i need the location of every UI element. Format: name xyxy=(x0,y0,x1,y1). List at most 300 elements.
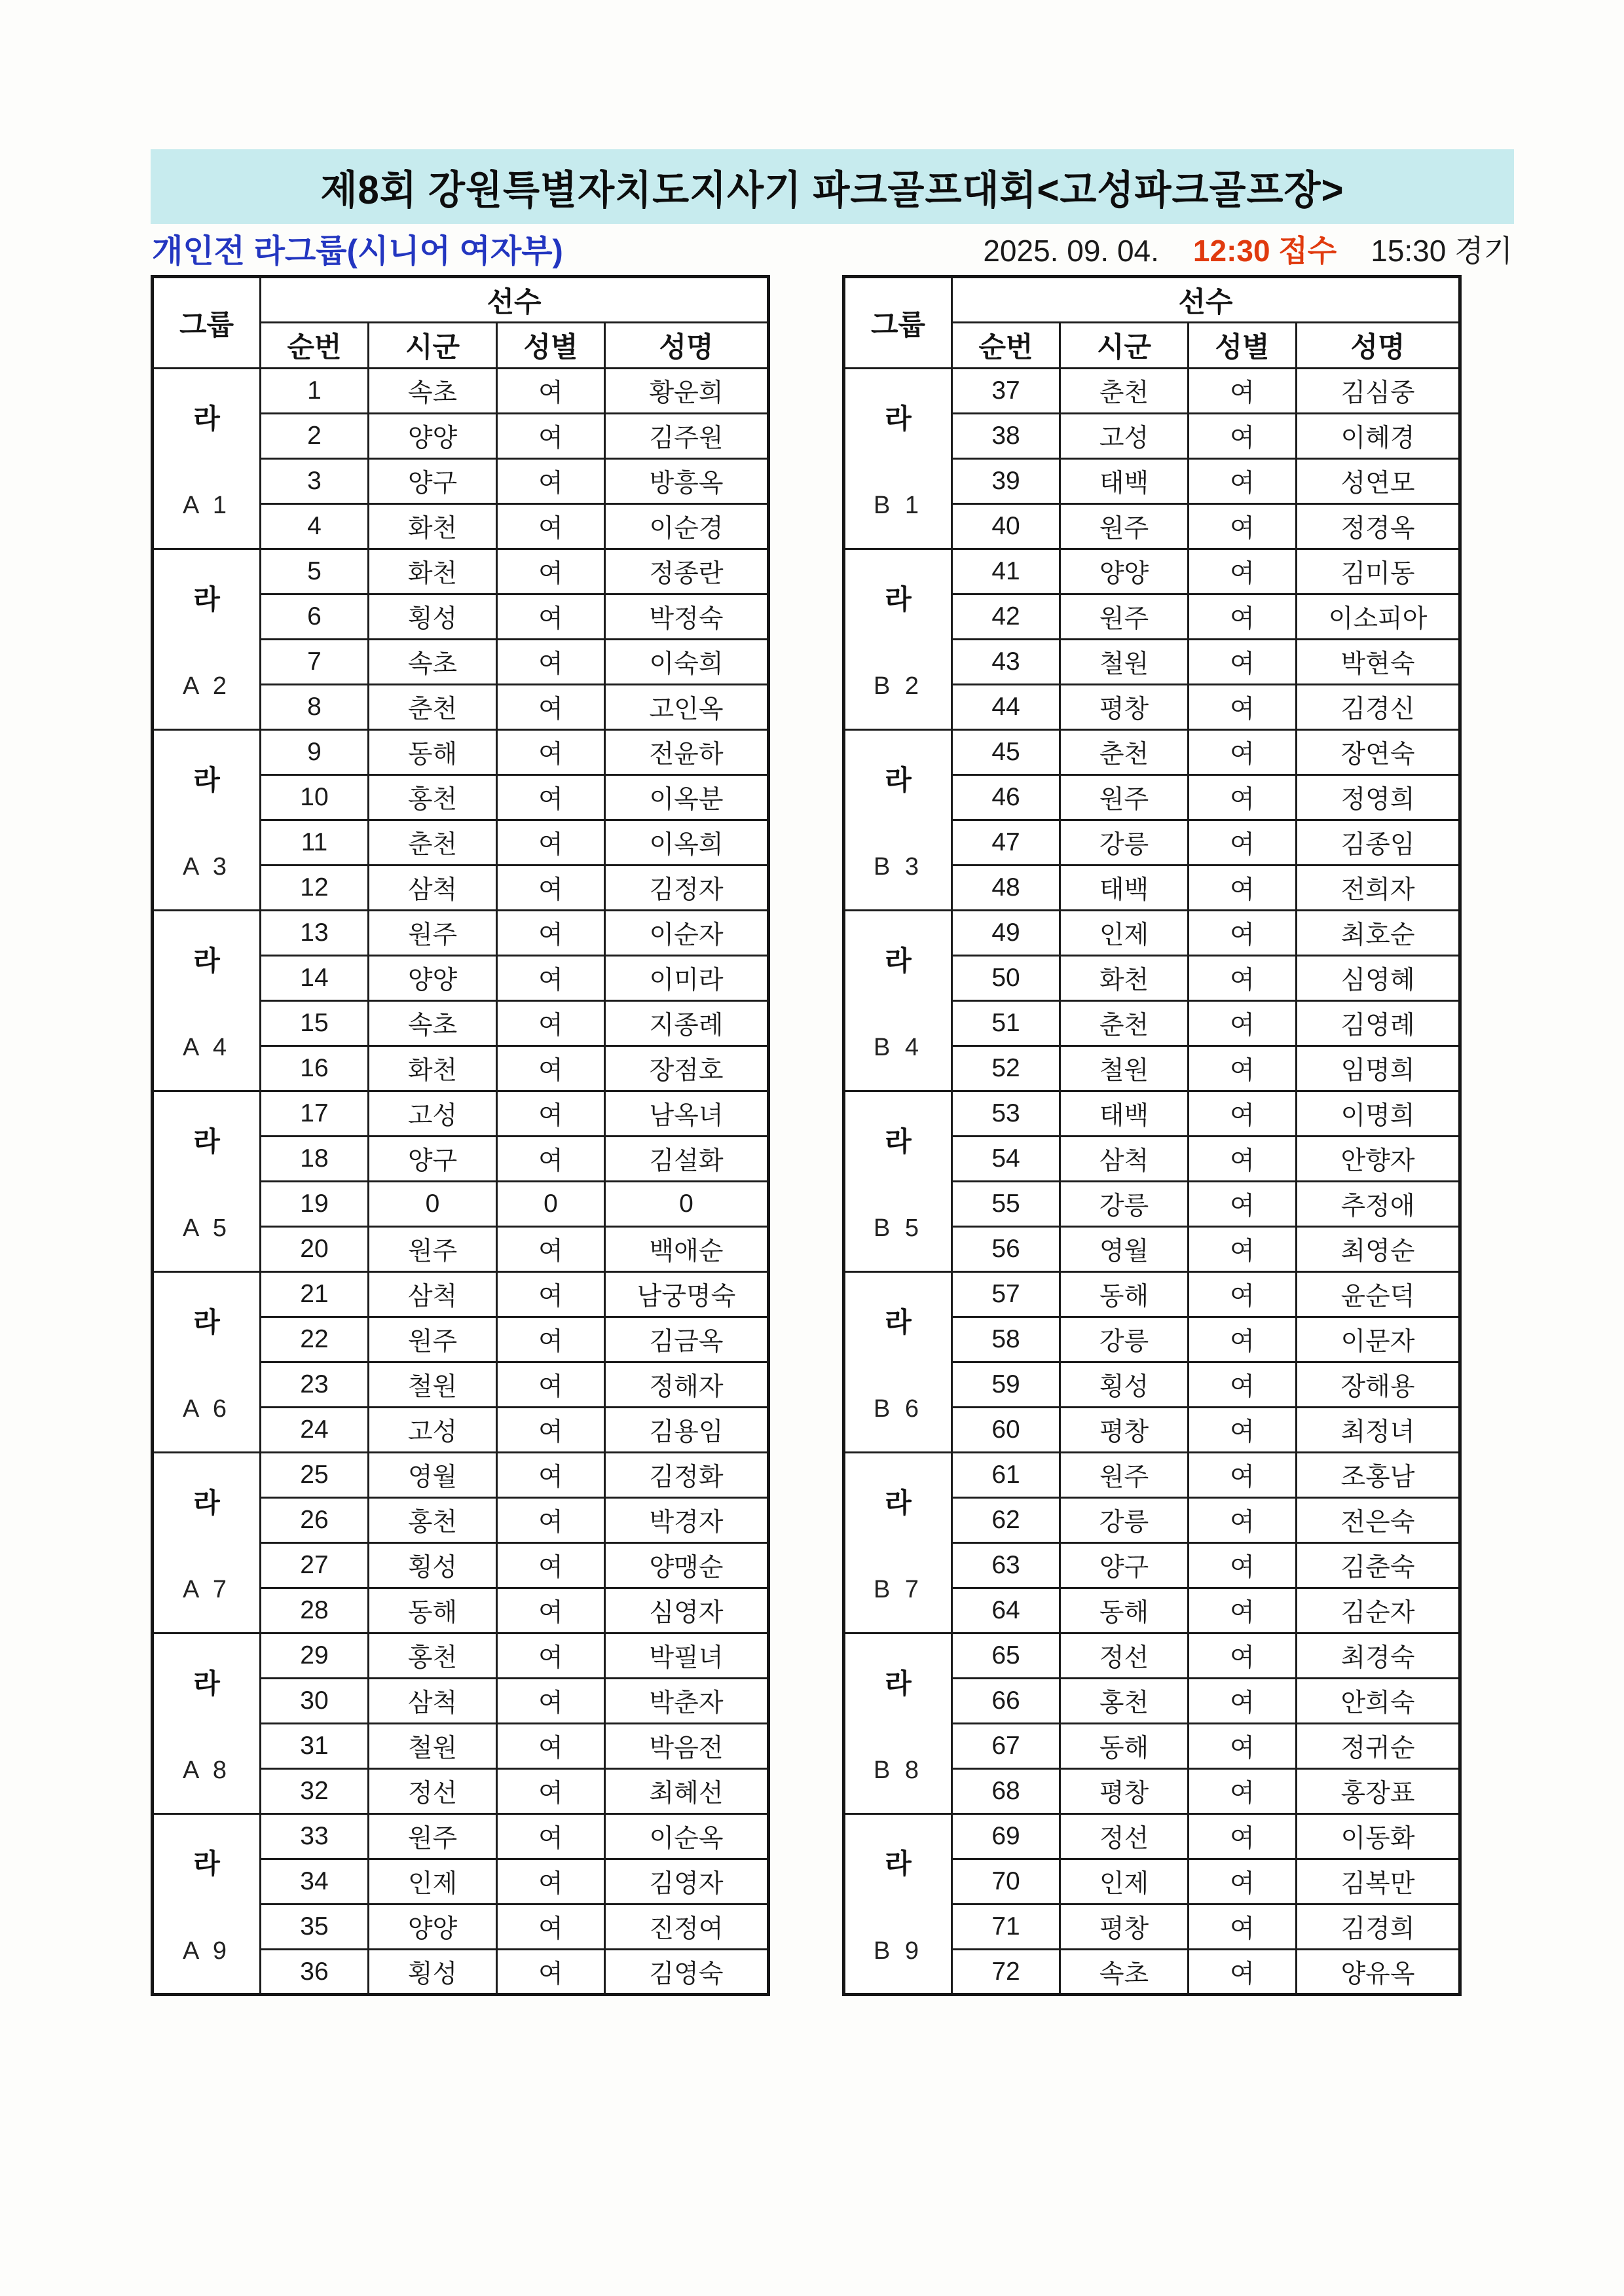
city-cell: 철원 xyxy=(369,1362,497,1408)
group-code-label: B 6 xyxy=(873,1395,923,1423)
group-cell xyxy=(153,549,261,730)
gender-cell: 여 xyxy=(497,730,605,775)
name-cell: 임명희 xyxy=(1297,1046,1460,1091)
seq-cell: 19 xyxy=(261,1182,369,1227)
name-cell: 김금옥 xyxy=(605,1317,769,1362)
city-cell: 강릉 xyxy=(1060,1317,1189,1362)
gender-cell: 여 xyxy=(497,369,605,414)
city-cell: 강릉 xyxy=(1060,1498,1189,1543)
gender-cell: 여 xyxy=(497,1453,605,1498)
city-cell: 속초 xyxy=(369,369,497,414)
name-cell: 장점호 xyxy=(605,1046,769,1091)
group-cell-content xyxy=(154,370,259,548)
group-class-label: 라 xyxy=(885,1667,912,1699)
name-cell: 전은숙 xyxy=(1297,1498,1460,1543)
name-cell: 고인옥 xyxy=(605,685,769,730)
city-cell: 삼척 xyxy=(369,866,497,911)
group-class-label: 라 xyxy=(193,764,220,795)
seq-cell: 48 xyxy=(952,866,1060,911)
city-cell: 춘천 xyxy=(1060,369,1189,414)
seq-cell: 60 xyxy=(952,1408,1060,1453)
reception-time: 12:30 접수 xyxy=(1192,234,1337,268)
gender-cell: 여 xyxy=(497,1950,605,1995)
group-class-label: 라 xyxy=(885,403,912,434)
seq-cell: 6 xyxy=(261,594,369,640)
col-header-seq: 순번 xyxy=(952,323,1060,369)
gender-cell: 여 xyxy=(497,775,605,820)
gender-cell: 여 xyxy=(497,1543,605,1588)
group-cell xyxy=(844,1453,952,1633)
city-cell: 속초 xyxy=(1060,1950,1189,1995)
name-cell: 전희자 xyxy=(1297,866,1460,911)
group-class-label: 라 xyxy=(193,583,220,615)
gender-cell: 여 xyxy=(1189,1679,1297,1724)
city-cell: 평창 xyxy=(1060,1408,1189,1453)
name-cell: 장연숙 xyxy=(1297,730,1460,775)
group-cell xyxy=(844,1091,952,1272)
group-code-label: A 7 xyxy=(183,1576,231,1604)
group-code-label: B 9 xyxy=(873,1937,923,1965)
seq-cell: 15 xyxy=(261,1001,369,1046)
seq-cell: 33 xyxy=(261,1814,369,1859)
gender-cell: 여 xyxy=(497,820,605,866)
city-cell: 원주 xyxy=(1060,775,1189,820)
gender-cell: 여 xyxy=(1189,1001,1297,1046)
group-class-label: 라 xyxy=(885,1848,912,1880)
seq-cell: 51 xyxy=(952,1001,1060,1046)
group-cell-content xyxy=(845,1815,951,1993)
player-row xyxy=(153,549,769,594)
col-header-gender: 성별 xyxy=(497,323,605,369)
group-cell-content xyxy=(154,1815,259,1993)
group-code-label: A 6 xyxy=(183,1395,231,1423)
city-cell: 평창 xyxy=(1060,1904,1189,1950)
name-cell: 황운희 xyxy=(605,369,769,414)
gender-cell: 여 xyxy=(1189,1182,1297,1227)
name-cell: 진정여 xyxy=(605,1904,769,1950)
seq-cell: 64 xyxy=(952,1588,1060,1633)
city-cell: 고성 xyxy=(369,1408,497,1453)
group-cell-content xyxy=(154,1093,259,1271)
group-code-label: A 5 xyxy=(183,1214,231,1243)
city-cell: 속초 xyxy=(369,640,497,685)
name-cell: 최정녀 xyxy=(1297,1408,1460,1453)
seq-cell: 22 xyxy=(261,1317,369,1362)
group-cell xyxy=(153,1091,261,1272)
gender-cell: 여 xyxy=(1189,956,1297,1001)
name-cell: 심영자 xyxy=(605,1588,769,1633)
name-cell: 지종례 xyxy=(605,1001,769,1046)
city-cell: 양구 xyxy=(369,459,497,504)
city-cell: 양양 xyxy=(369,956,497,1001)
player-row xyxy=(844,549,1460,594)
gender-cell: 여 xyxy=(497,1904,605,1950)
group-cell-content xyxy=(845,1273,951,1451)
city-cell: 동해 xyxy=(369,730,497,775)
seq-cell: 24 xyxy=(261,1408,369,1453)
name-cell: 안희숙 xyxy=(1297,1679,1460,1724)
gender-cell: 여 xyxy=(497,549,605,594)
seq-cell: 3 xyxy=(261,459,369,504)
city-cell: 화천 xyxy=(1060,956,1189,1001)
gender-cell: 0 xyxy=(497,1182,605,1227)
name-cell: 정경옥 xyxy=(1297,504,1460,549)
gender-cell: 여 xyxy=(497,1588,605,1633)
seq-cell: 72 xyxy=(952,1950,1060,1995)
player-row xyxy=(153,730,769,775)
gender-cell: 여 xyxy=(1189,369,1297,414)
seq-cell: 38 xyxy=(952,414,1060,459)
gender-cell: 여 xyxy=(497,1724,605,1769)
group-class-label: 라 xyxy=(193,945,220,976)
player-row xyxy=(153,911,769,956)
player-row xyxy=(844,1633,1460,1679)
group-cell-content xyxy=(154,731,259,909)
gender-cell: 여 xyxy=(497,1814,605,1859)
gender-cell: 여 xyxy=(1189,1543,1297,1588)
name-cell: 김정화 xyxy=(605,1453,769,1498)
gender-cell: 여 xyxy=(497,1137,605,1182)
seq-cell: 17 xyxy=(261,1091,369,1137)
group-cell xyxy=(153,911,261,1091)
name-cell: 김용임 xyxy=(605,1408,769,1453)
gender-cell: 여 xyxy=(497,594,605,640)
seq-cell: 44 xyxy=(952,685,1060,730)
city-cell: 고성 xyxy=(369,1091,497,1137)
group-cell-content xyxy=(154,912,259,1090)
player-row xyxy=(153,369,769,414)
name-cell: 정해자 xyxy=(605,1362,769,1408)
name-cell: 김주원 xyxy=(605,414,769,459)
city-cell: 인제 xyxy=(1060,1859,1189,1904)
player-row xyxy=(153,1814,769,1859)
gender-cell: 여 xyxy=(1189,1950,1297,1995)
group-cell-content xyxy=(154,1273,259,1451)
name-cell: 최혜선 xyxy=(605,1769,769,1814)
gender-cell: 여 xyxy=(497,911,605,956)
city-cell: 태백 xyxy=(1060,1091,1189,1137)
city-cell: 양양 xyxy=(369,414,497,459)
city-cell: 양구 xyxy=(1060,1543,1189,1588)
gender-cell: 여 xyxy=(1189,866,1297,911)
city-cell: 인제 xyxy=(369,1859,497,1904)
group-cell-content xyxy=(845,551,951,729)
event-subtitle: 개인전 라그룹(시니어 여자부) xyxy=(152,234,563,269)
name-cell: 박경자 xyxy=(605,1498,769,1543)
seq-cell: 28 xyxy=(261,1588,369,1633)
gender-cell: 여 xyxy=(1189,594,1297,640)
player-row xyxy=(844,369,1460,414)
group-cell-content xyxy=(845,731,951,909)
name-cell: 정종란 xyxy=(605,549,769,594)
group-class-label: 라 xyxy=(885,1487,912,1518)
city-cell: 화천 xyxy=(369,549,497,594)
city-cell: 양양 xyxy=(369,1904,497,1950)
city-cell: 강릉 xyxy=(1060,1182,1189,1227)
group-class-label: 라 xyxy=(885,945,912,976)
seq-cell: 36 xyxy=(261,1950,369,1995)
gender-cell: 여 xyxy=(1189,1272,1297,1317)
gender-cell: 여 xyxy=(497,1272,605,1317)
city-cell: 춘천 xyxy=(1060,730,1189,775)
city-cell: 동해 xyxy=(369,1588,497,1633)
group-class-label: 라 xyxy=(885,583,912,615)
group-cell-content xyxy=(154,551,259,729)
roster-table-left xyxy=(151,275,770,1996)
seq-cell: 5 xyxy=(261,549,369,594)
city-cell: 원주 xyxy=(369,1814,497,1859)
group-code-label: B 7 xyxy=(873,1576,923,1604)
page-content xyxy=(151,149,1514,1996)
name-cell: 0 xyxy=(605,1182,769,1227)
name-cell: 장해용 xyxy=(1297,1362,1460,1408)
schedule-line xyxy=(983,227,1513,270)
name-cell: 이순경 xyxy=(605,504,769,549)
group-class-label: 라 xyxy=(885,1306,912,1338)
gender-cell: 여 xyxy=(1189,1588,1297,1633)
name-cell: 방흥옥 xyxy=(605,459,769,504)
city-cell: 철원 xyxy=(1060,1046,1189,1091)
group-class-label: 라 xyxy=(193,1306,220,1338)
name-cell: 이순옥 xyxy=(605,1814,769,1859)
group-cell-content xyxy=(845,370,951,548)
gender-cell: 여 xyxy=(1189,775,1297,820)
player-row xyxy=(844,1453,1460,1498)
city-cell: 양양 xyxy=(1060,549,1189,594)
city-cell: 정선 xyxy=(369,1769,497,1814)
name-cell: 남옥녀 xyxy=(605,1091,769,1137)
name-cell: 김복만 xyxy=(1297,1859,1460,1904)
name-cell: 김경신 xyxy=(1297,685,1460,730)
name-cell: 이옥희 xyxy=(605,820,769,866)
seq-cell: 67 xyxy=(952,1724,1060,1769)
city-cell: 원주 xyxy=(1060,504,1189,549)
seq-cell: 40 xyxy=(952,504,1060,549)
city-cell: 영월 xyxy=(369,1453,497,1498)
group-cell xyxy=(153,1453,261,1633)
name-cell: 김영례 xyxy=(1297,1001,1460,1046)
group-cell xyxy=(844,730,952,911)
group-code-label: B 3 xyxy=(873,853,923,881)
seq-cell: 14 xyxy=(261,956,369,1001)
seq-cell: 21 xyxy=(261,1272,369,1317)
seq-cell: 13 xyxy=(261,911,369,956)
group-cell xyxy=(844,549,952,730)
col-header-group: 그룹 xyxy=(153,277,261,369)
name-cell: 성연모 xyxy=(1297,459,1460,504)
gender-cell: 여 xyxy=(1189,1724,1297,1769)
group-code-label: B 1 xyxy=(873,492,923,520)
gender-cell: 여 xyxy=(1189,1362,1297,1408)
player-row xyxy=(153,1633,769,1679)
seq-cell: 57 xyxy=(952,1272,1060,1317)
group-code-label: A 4 xyxy=(183,1034,231,1062)
gender-cell: 여 xyxy=(497,640,605,685)
name-cell: 이옥분 xyxy=(605,775,769,820)
city-cell: 춘천 xyxy=(1060,1001,1189,1046)
seq-cell: 49 xyxy=(952,911,1060,956)
subheader-row xyxy=(151,224,1514,274)
player-row xyxy=(844,1272,1460,1317)
city-cell: 원주 xyxy=(1060,594,1189,640)
seq-cell: 65 xyxy=(952,1633,1060,1679)
city-cell: 춘천 xyxy=(369,820,497,866)
seq-cell: 27 xyxy=(261,1543,369,1588)
seq-cell: 63 xyxy=(952,1543,1060,1588)
gender-cell: 여 xyxy=(1189,504,1297,549)
group-cell-content xyxy=(845,1454,951,1632)
city-cell: 삼척 xyxy=(369,1272,497,1317)
gender-cell: 여 xyxy=(1189,1453,1297,1498)
group-cell xyxy=(153,1633,261,1814)
group-cell-content xyxy=(154,1454,259,1632)
city-cell: 홍천 xyxy=(369,775,497,820)
gender-cell: 여 xyxy=(1189,549,1297,594)
city-cell: 삼척 xyxy=(369,1679,497,1724)
seq-cell: 39 xyxy=(952,459,1060,504)
city-cell: 강릉 xyxy=(1060,820,1189,866)
gender-cell: 여 xyxy=(1189,820,1297,866)
group-code-label: A 8 xyxy=(183,1757,231,1785)
seq-cell: 10 xyxy=(261,775,369,820)
seq-cell: 11 xyxy=(261,820,369,866)
city-cell: 홍천 xyxy=(369,1498,497,1543)
name-cell: 김미동 xyxy=(1297,549,1460,594)
seq-cell: 29 xyxy=(261,1633,369,1679)
gender-cell: 여 xyxy=(1189,414,1297,459)
gender-cell: 여 xyxy=(1189,685,1297,730)
seq-cell: 68 xyxy=(952,1769,1060,1814)
gender-cell: 여 xyxy=(1189,1408,1297,1453)
seq-cell: 18 xyxy=(261,1137,369,1182)
gender-cell: 여 xyxy=(1189,1091,1297,1137)
name-cell: 전윤하 xyxy=(605,730,769,775)
group-cell xyxy=(844,1633,952,1814)
name-cell: 박음전 xyxy=(605,1724,769,1769)
gender-cell: 여 xyxy=(497,1633,605,1679)
seq-cell: 52 xyxy=(952,1046,1060,1091)
roster-tables xyxy=(151,275,1514,1996)
gender-cell: 여 xyxy=(497,1408,605,1453)
player-row xyxy=(153,1272,769,1317)
name-cell: 남궁명숙 xyxy=(605,1272,769,1317)
name-cell: 김순자 xyxy=(1297,1588,1460,1633)
seq-cell: 69 xyxy=(952,1814,1060,1859)
name-cell: 이동화 xyxy=(1297,1814,1460,1859)
city-cell: 인제 xyxy=(1060,911,1189,956)
seq-cell: 43 xyxy=(952,640,1060,685)
seq-cell: 47 xyxy=(952,820,1060,866)
city-cell: 동해 xyxy=(1060,1588,1189,1633)
name-cell: 정귀순 xyxy=(1297,1724,1460,1769)
name-cell: 이소피아 xyxy=(1297,594,1460,640)
group-cell xyxy=(844,1814,952,1995)
group-cell xyxy=(153,1272,261,1453)
name-cell: 박필녀 xyxy=(605,1633,769,1679)
gender-cell: 여 xyxy=(497,1227,605,1272)
city-cell: 횡성 xyxy=(369,1950,497,1995)
seq-cell: 62 xyxy=(952,1498,1060,1543)
gender-cell: 여 xyxy=(497,866,605,911)
group-code-label: A 9 xyxy=(183,1937,231,1965)
gender-cell: 여 xyxy=(1189,1859,1297,1904)
group-code-label: A 2 xyxy=(183,672,231,701)
group-class-label: 라 xyxy=(193,1487,220,1518)
gender-cell: 여 xyxy=(497,1091,605,1137)
gender-cell: 여 xyxy=(497,1362,605,1408)
name-cell: 백애순 xyxy=(605,1227,769,1272)
seq-cell: 58 xyxy=(952,1317,1060,1362)
name-cell: 최호순 xyxy=(1297,911,1460,956)
name-cell: 박현숙 xyxy=(1297,640,1460,685)
name-cell: 안향자 xyxy=(1297,1137,1460,1182)
seq-cell: 8 xyxy=(261,685,369,730)
city-cell: 양구 xyxy=(369,1137,497,1182)
seq-cell: 59 xyxy=(952,1362,1060,1408)
city-cell: 횡성 xyxy=(1060,1362,1189,1408)
group-code-label: B 8 xyxy=(873,1757,923,1785)
col-header-name: 성명 xyxy=(1297,323,1460,369)
name-cell: 박춘자 xyxy=(605,1679,769,1724)
city-cell: 동해 xyxy=(1060,1272,1189,1317)
seq-cell: 32 xyxy=(261,1769,369,1814)
name-cell: 이문자 xyxy=(1297,1317,1460,1362)
gender-cell: 여 xyxy=(1189,1498,1297,1543)
col-header-gender: 성별 xyxy=(1189,323,1297,369)
seq-cell: 61 xyxy=(952,1453,1060,1498)
city-cell: 홍천 xyxy=(369,1633,497,1679)
group-code-label: A 3 xyxy=(183,853,231,881)
player-row xyxy=(844,730,1460,775)
gender-cell: 여 xyxy=(497,1317,605,1362)
gender-cell: 여 xyxy=(497,1001,605,1046)
name-cell: 양유옥 xyxy=(1297,1950,1460,1995)
gender-cell: 여 xyxy=(497,459,605,504)
city-cell: 홍천 xyxy=(1060,1679,1189,1724)
group-code-label: B 4 xyxy=(873,1034,923,1062)
group-cell-content xyxy=(845,1635,951,1813)
col-header-name: 성명 xyxy=(605,323,769,369)
name-cell: 정영희 xyxy=(1297,775,1460,820)
name-cell: 김춘숙 xyxy=(1297,1543,1460,1588)
seq-cell: 42 xyxy=(952,594,1060,640)
group-code-label: B 2 xyxy=(873,672,923,701)
group-cell xyxy=(844,911,952,1091)
gender-cell: 여 xyxy=(1189,459,1297,504)
city-cell: 횡성 xyxy=(369,594,497,640)
group-cell xyxy=(153,1814,261,1995)
city-cell: 원주 xyxy=(369,1227,497,1272)
game-time: 15:30 경기 xyxy=(1371,234,1513,268)
name-cell: 이명희 xyxy=(1297,1091,1460,1137)
seq-cell: 4 xyxy=(261,504,369,549)
seq-cell: 30 xyxy=(261,1679,369,1724)
city-cell: 정선 xyxy=(1060,1633,1189,1679)
gender-cell: 여 xyxy=(497,685,605,730)
seq-cell: 55 xyxy=(952,1182,1060,1227)
name-cell: 김영자 xyxy=(605,1859,769,1904)
gender-cell: 여 xyxy=(1189,730,1297,775)
gender-cell: 여 xyxy=(1189,1904,1297,1950)
name-cell: 김심중 xyxy=(1297,369,1460,414)
city-cell: 원주 xyxy=(369,1317,497,1362)
seq-cell: 41 xyxy=(952,549,1060,594)
city-cell: 속초 xyxy=(369,1001,497,1046)
name-cell: 최영순 xyxy=(1297,1227,1460,1272)
gender-cell: 여 xyxy=(497,1498,605,1543)
seq-cell: 16 xyxy=(261,1046,369,1091)
city-cell: 원주 xyxy=(1060,1453,1189,1498)
